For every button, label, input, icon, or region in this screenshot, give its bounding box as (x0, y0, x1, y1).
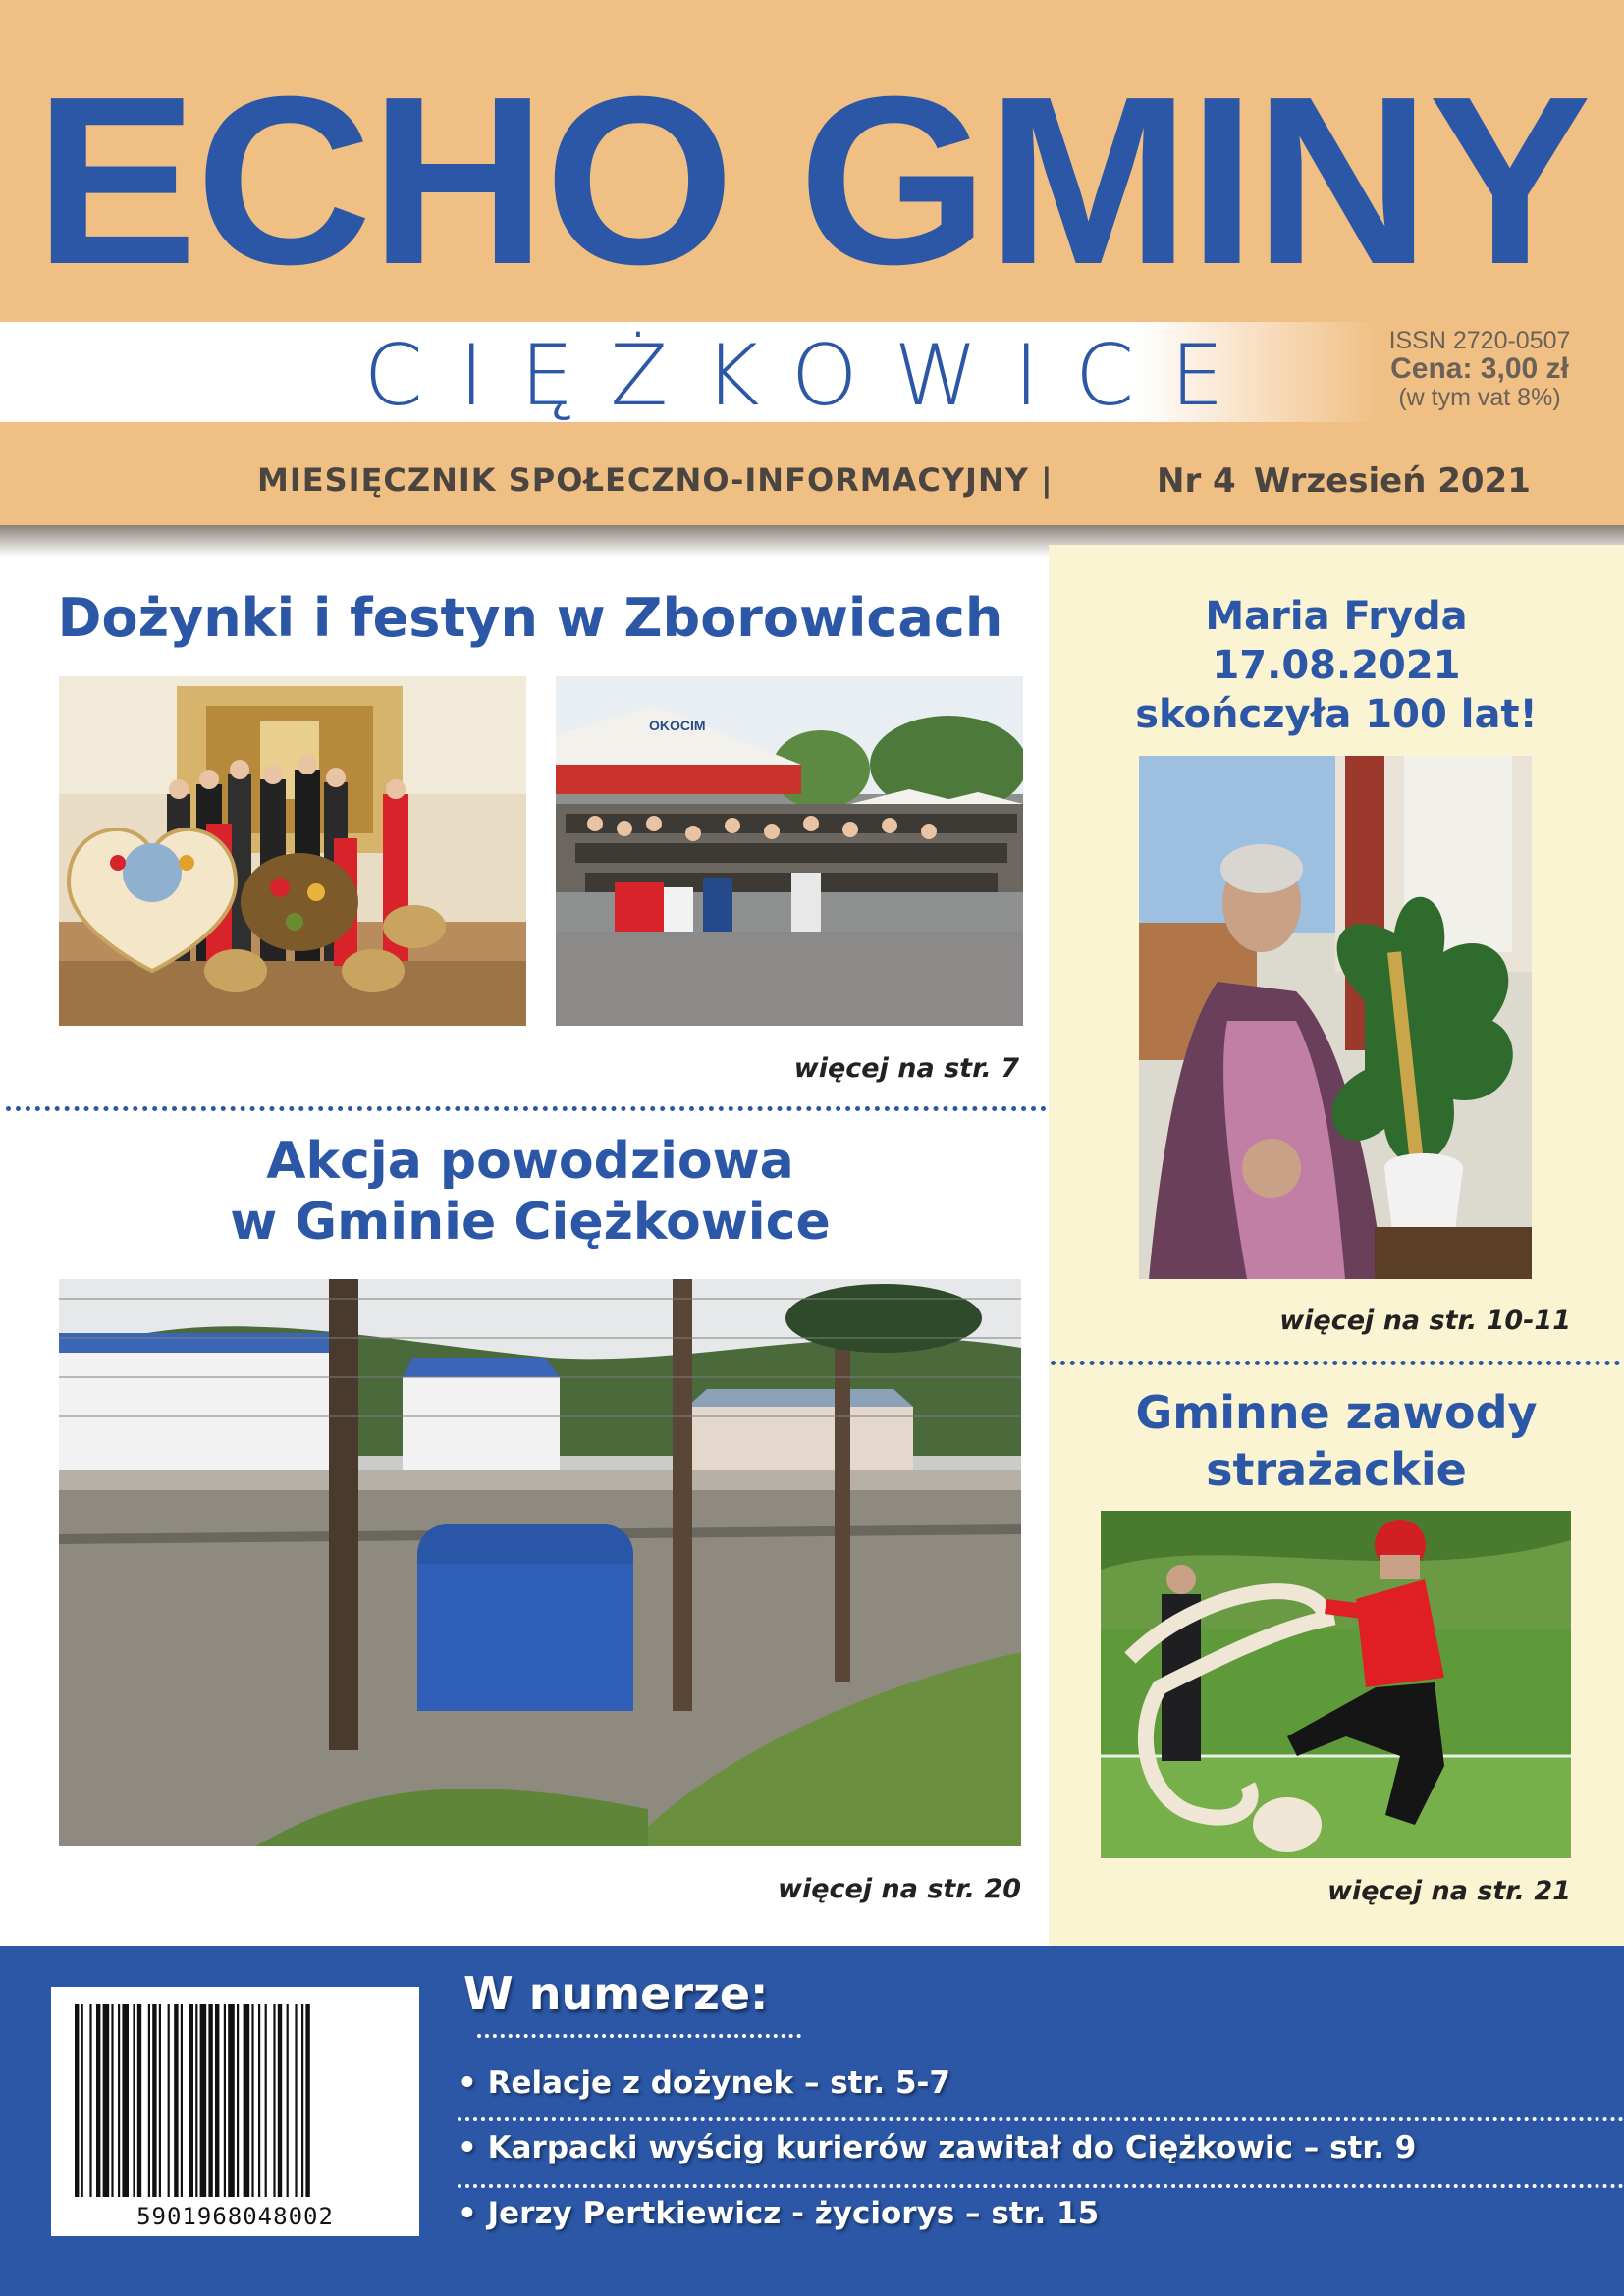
barcode-bars (51, 1987, 419, 2205)
centenarian-headline (1049, 592, 1624, 739)
issn-price-box (1347, 328, 1612, 411)
centenarian-headline-line2: 17.08.2021 (1212, 643, 1461, 688)
contents-item-3[interactable]: • Jerzy Pertkiewicz - życiorys – str. 15 (458, 2196, 1100, 2231)
magazine-subtitle: CIĘŻKOWICE (363, 327, 1261, 425)
divider-left (6, 1106, 1047, 1111)
flood-headline-line2: w Gminie Ciężkowice (230, 1193, 831, 1252)
harvest-church-photo[interactable] (59, 676, 526, 1026)
contents-heading-underline (477, 2034, 801, 2038)
harvest-headline: Dożynki i festyn w Zborowicach (57, 587, 1003, 649)
flood-photo[interactable] (59, 1279, 1021, 1846)
centenarian-headline-line3: skończyła 100 lat! (1135, 692, 1538, 737)
centenarian-more-link[interactable]: więcej na str. 10-11 (1279, 1306, 1571, 1336)
barcode-number: 5901968048002 (136, 2203, 334, 2230)
contents-heading: W numerze: (463, 1967, 769, 2020)
centenarian-photo[interactable] (1139, 756, 1532, 1279)
price: Cena: 3,00 zł (1390, 352, 1569, 386)
flood-headline-line1: Akcja powodziowa (266, 1132, 794, 1191)
tagline: MIESIĘCZNIK SPOŁECZNO-INFORMACYJNY | (257, 461, 1054, 499)
magazine-title: ECHO GMINY (34, 46, 1590, 314)
contents-item-2[interactable]: • Karpacki wyścig kurierów zawitał do Ciężkowic – str. 9 (458, 2130, 1417, 2165)
issue-info (1157, 461, 1531, 501)
firefighters-more-link[interactable]: więcej na str. 21 (1327, 1876, 1571, 1906)
firefighters-headline (1049, 1384, 1624, 1498)
flood-more-link[interactable]: więcej na str. 20 (778, 1874, 1021, 1904)
centenarian-headline-line1: Maria Fryda (1205, 594, 1468, 639)
harvest-more-link[interactable]: więcej na str. 7 (793, 1053, 1019, 1084)
contents-divider-1 (458, 2117, 1624, 2121)
divider-right (1051, 1361, 1620, 1365)
firefighters-photo[interactable] (1101, 1511, 1571, 1858)
vat-note: (w tym vat 8%) (1398, 383, 1561, 411)
issue-date: Wrzesień 2021 (1253, 461, 1531, 501)
harvest-festival-photo[interactable] (556, 676, 1023, 1026)
firefighters-headline-line2: strażackie (1206, 1443, 1467, 1496)
barcode (51, 1987, 419, 2236)
flood-headline (39, 1131, 1021, 1253)
issue-number: Nr 4 (1157, 461, 1236, 501)
contents-item-1[interactable]: • Relacje z dożynek – str. 5-7 (458, 2065, 950, 2101)
firefighters-headline-line1: Gminne zawody (1135, 1386, 1538, 1439)
issn: ISSN 2720-0507 (1388, 327, 1571, 354)
umbrella-sign: OKOCIM (649, 718, 706, 733)
contents-divider-2 (458, 2184, 1624, 2188)
